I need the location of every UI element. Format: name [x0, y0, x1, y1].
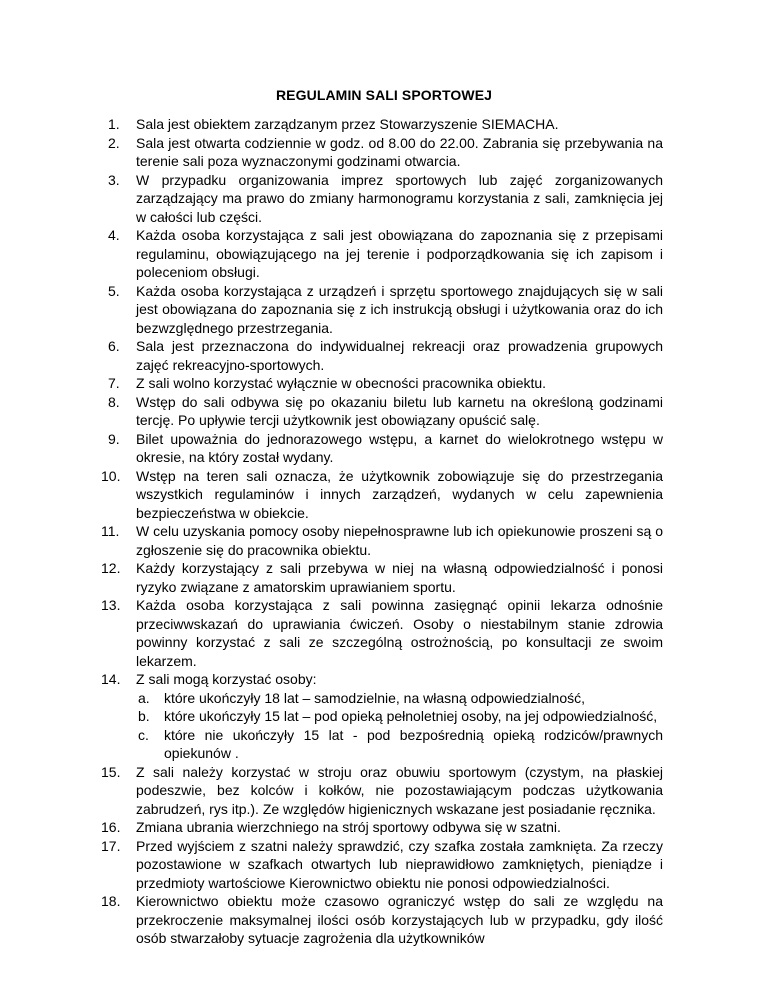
subitem-letter: a. — [138, 689, 150, 706]
rule-item — [101, 837, 663, 893]
rule-number: 1. — [108, 116, 120, 132]
rule-number: 4. — [108, 227, 120, 243]
subitem-text: które nie ukończyły 15 lat - pod bezpośrednią opieką rodziców/prawnych opiekunów . — [164, 726, 663, 761]
rule-number: 6. — [108, 338, 120, 354]
rule-text: Z sali wolno korzystać wyłącznie w obecności pracownika obiektu. — [136, 375, 547, 391]
rule-number: 17. — [101, 837, 121, 854]
rule-number: 16. — [101, 819, 121, 835]
rule-item — [101, 892, 663, 948]
rule-number: 15. — [101, 763, 121, 780]
rule-item — [101, 522, 663, 559]
rule-number: 10. — [101, 467, 121, 484]
rule-number: 9. — [108, 430, 120, 447]
rule-subitem — [136, 689, 663, 708]
subitem-text: które ukończyły 18 lat – samodzielnie, na własną odpowiedzialność, — [164, 689, 586, 706]
rule-item — [108, 115, 663, 134]
rule-text: Z sali mogą korzystać osoby: — [136, 671, 317, 687]
rule-subitem — [136, 707, 663, 726]
rule-number: 18. — [101, 893, 121, 909]
rule-subitem — [136, 726, 663, 763]
rule-item — [108, 226, 663, 282]
rule-item — [101, 559, 663, 596]
subitem-text: które ukończyły 15 lat – pod opieką pełnoletniej osoby, na jej odpowiedzialność, — [164, 708, 658, 724]
rule-number: 12. — [101, 560, 121, 576]
rule-number: 2. — [108, 134, 120, 151]
rule-text: Każda osoba korzystająca z sali jest obowiązana do zapoznania się z przepisami regulaminu, obowiązującego na jej terenie i podporządkowania się ich zapisom i poleceniom obsługi. — [136, 227, 663, 280]
rule-item — [101, 670, 663, 763]
rule-text: Każdy korzystający z sali przebywa w niej na własną odpowiedzialność i ponosi ryzyko związane z amatorskim uprawianiem sportu. — [136, 560, 663, 595]
rule-text: Wstęp na teren sali oznacza, że użytkownik zobowiązuje się do przestrzegania wszystkich regulaminów i innych zarządzeń, wydanych w celu zapewnienia bezpieczeństwa w obiekcie. — [136, 467, 663, 521]
document-title: REGULAMIN SALI SPORTOWEJ — [275, 87, 493, 103]
rule-item — [101, 818, 663, 837]
rule-text: Każda osoba korzystająca z sali powinna zasięgnąć opinii lekarza odnośnie przeciwwskazań do uprawiania ćwiczeń. Osoby o niestabilnym stanie zdrowia powinny korzystać z sali ze szczególną ostrożnością, po konsultacji ze swoim lekarzem. — [136, 597, 663, 669]
rule-item — [101, 596, 663, 670]
rule-text: Bilet upoważnia do jednorazowego wstępu, a karnet do wielokrotnego wstępu w okresie, na który został wydany. — [136, 430, 663, 465]
rule-number: 13. — [101, 597, 121, 613]
rule-sublist — [136, 689, 663, 763]
rule-text: Wstęp do sali odbywa się po okazaniu biletu lub karnetu na określoną godzinami tercję. Po upływie tercji użytkownik jest obowiązany opuścić salę. — [136, 393, 663, 428]
rule-item — [108, 337, 663, 374]
rule-item — [101, 467, 663, 523]
rule-item — [101, 763, 663, 819]
rule-item — [108, 134, 663, 171]
rule-item — [108, 171, 663, 227]
rule-text: Z sali należy korzystać w stroju oraz obuwiu sportowym (czystym, na płaskiej podeszwie, bez kolców i kołków, nie pozostawiającym podczas użytkowania zabrudzeń, rys itp.). Ze względów higienicznych wskazane jest posiadanie ręcznika. — [136, 763, 663, 817]
rule-number: 3. — [108, 171, 120, 188]
subitem-letter: c. — [138, 726, 149, 743]
rule-text: W przypadku organizowania imprez sportowych lub zajęć zorganizowanych zarządzający ma prawo do zmiany harmonogramu korzystania z sali, zamknięcia jej w całości lub części. — [136, 171, 663, 225]
rule-text: Kierownictwo obiektu może czasowo ograniczyć wstęp do sali ze względu na przekroczenie maksymalnej ilości osób korzystających lub w przypadku, gdy ilość osób stwarzałoby sytuacje zagrożenia dla użytkowników — [136, 893, 663, 946]
rules-list — [101, 115, 663, 948]
rule-number: 8. — [108, 393, 120, 410]
rule-text: Sala jest przeznaczona do indywidualnej rekreacji oraz prowadzenia grupowych zajęć rekreacyjno-sportowych. — [136, 338, 663, 373]
rule-item — [108, 374, 663, 393]
subitem-letter: b. — [138, 708, 150, 724]
rule-number: 7. — [108, 375, 120, 391]
rule-text: Przed wyjściem z szatni należy sprawdzić, czy szafka została zamknięta. Za rzeczy pozostawione w szafkach otwartych lub nieprawidłowo zamkniętych, pieniądze i przedmioty wartościowe Kierownictwo obiektu nie ponosi odpowiedzialności. — [136, 837, 663, 891]
rule-number: 5. — [108, 282, 120, 299]
rule-item — [108, 393, 663, 430]
rule-number: 14. — [101, 671, 121, 687]
rule-item — [108, 282, 663, 338]
rule-number: 11. — [101, 523, 120, 539]
rule-item — [108, 430, 663, 467]
rule-text: W celu uzyskania pomocy osoby niepełnosprawne lub ich opiekunowie proszeni są o zgłoszenie się do pracownika obiektu. — [136, 523, 663, 558]
rule-text: Sala jest obiektem zarządzanym przez Stowarzyszenie SIEMACHA. — [136, 116, 559, 132]
rule-text: Sala jest otwarta codziennie w godz. od 8.00 do 22.00. Zabrania się przebywania na terenie sali poza wyznaczonymi godzinami otwarcia. — [136, 134, 663, 169]
rule-text: Każda osoba korzystająca z urządzeń i sprzętu sportowego znajdujących się w sali jest obowiązana do zapoznania się z ich instrukcją obsługi i użytkowania oraz do ich bezwzględnego przestrzegania. — [136, 282, 663, 336]
rule-text: Zmiana ubrania wierzchniego na strój sportowy odbywa się w szatni. — [136, 819, 561, 835]
